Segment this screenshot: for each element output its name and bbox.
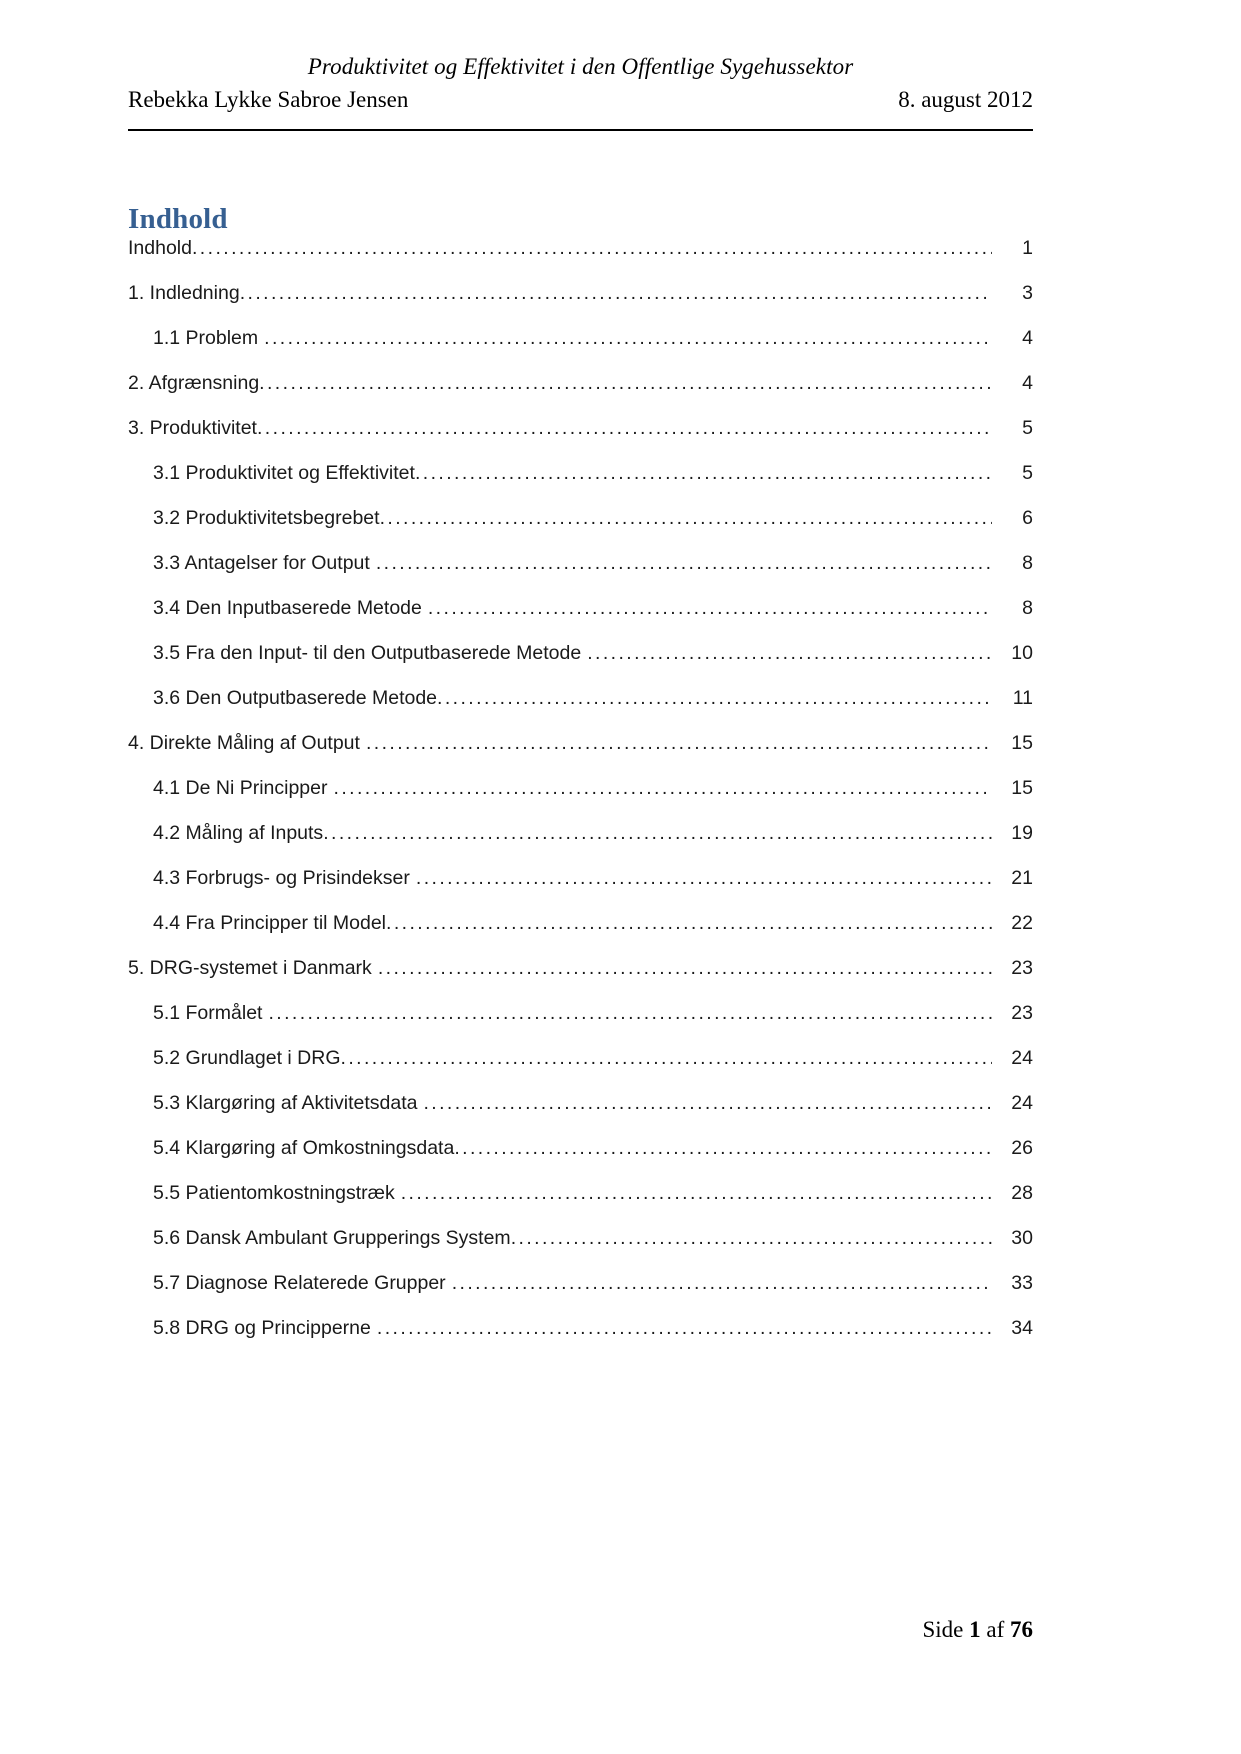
toc-entry-page-number: 4 <box>1022 372 1033 394</box>
toc-entry[interactable] <box>128 731 1033 755</box>
toc-entry[interactable] <box>128 1091 1033 1115</box>
footer-current-page: 1 <box>969 1617 981 1642</box>
toc-dot-leader <box>423 1094 992 1114</box>
footer-middle: af <box>986 1617 1005 1642</box>
toc-entry-page-number: 15 <box>1011 777 1033 799</box>
toc-entry[interactable] <box>128 1001 1033 1025</box>
toc-entry-label: 3.1 Produktivitet og Effektivitet <box>153 462 415 484</box>
toc-entry-label: 1. Indledning <box>128 282 240 304</box>
toc-dot-leader <box>366 734 992 754</box>
header-date: 8. august 2012 <box>898 87 1033 112</box>
toc-entry-label: 2. Afgrænsning <box>128 372 260 394</box>
toc-entry-label: 3.3 Antagelser for Output <box>153 552 370 574</box>
toc-dot-leader <box>264 329 992 349</box>
toc-dot-leader <box>192 239 992 259</box>
toc-dot-leader <box>377 1319 992 1339</box>
toc-entry-label: 4.4 Fra Principper til Model <box>153 912 387 934</box>
toc-entry-page-number: 19 <box>1011 822 1033 844</box>
toc-dot-leader <box>454 1139 992 1159</box>
toc-entry-page-number: 3 <box>1022 282 1033 304</box>
toc-entry[interactable] <box>128 236 1033 260</box>
toc-entry-page-number: 24 <box>1011 1092 1033 1114</box>
toc-dot-leader <box>268 1004 992 1024</box>
toc-entry[interactable] <box>128 596 1033 620</box>
toc-dot-leader <box>323 824 992 844</box>
toc-entry[interactable] <box>128 776 1033 800</box>
toc-entry-label: Indhold <box>128 237 192 259</box>
toc-entry-label: 3.5 Fra den Input- til den Outputbaserede Metode <box>153 642 582 664</box>
toc-dot-leader <box>428 599 992 619</box>
toc-entry[interactable] <box>128 461 1033 485</box>
toc-entry[interactable] <box>128 686 1033 710</box>
toc-entry[interactable] <box>128 911 1033 935</box>
toc-dot-leader <box>257 419 992 439</box>
toc-entry-page-number: 23 <box>1011 957 1033 979</box>
toc-dot-leader <box>401 1184 992 1204</box>
toc-entry-label: 5.8 DRG og Principperne <box>153 1317 371 1339</box>
toc-entry-label: 1.1 Problem <box>153 327 259 349</box>
toc-entry-page-number: 6 <box>1022 507 1033 529</box>
toc-entry[interactable] <box>128 551 1033 575</box>
toc-entry-label: 3.2 Produktivitetsbegrebet <box>153 507 380 529</box>
toc-entry-label: 3.4 Den Inputbaserede Metode <box>153 597 422 619</box>
toc-entry[interactable] <box>128 1046 1033 1070</box>
toc-entry-page-number: 21 <box>1011 867 1033 889</box>
toc-entry-page-number: 5 <box>1022 417 1033 439</box>
toc-entry-page-number: 11 <box>1012 687 1033 709</box>
toc-entry-label: 5.7 Diagnose Relaterede Grupper <box>153 1272 446 1294</box>
toc-dot-leader <box>380 509 992 529</box>
toc-entry-label: 5.5 Patientomkostningstræk <box>153 1182 395 1204</box>
toc-entry[interactable] <box>128 326 1033 350</box>
header-author-date-row <box>128 84 1033 116</box>
header-author: Rebekka Lykke Sabroe Jensen <box>128 87 409 112</box>
toc-dot-leader <box>240 284 992 304</box>
document-footer <box>128 1615 1033 1645</box>
toc-entry-page-number: 10 <box>1011 642 1033 664</box>
toc-dot-leader <box>511 1229 992 1249</box>
toc-entry-label: 5.1 Formålet <box>153 1002 263 1024</box>
toc-dot-leader <box>386 914 992 934</box>
toc-entry-page-number: 23 <box>1011 1002 1033 1024</box>
toc-entry-page-number: 15 <box>1011 732 1033 754</box>
toc-dot-leader <box>437 689 992 709</box>
toc-dot-leader <box>341 1049 992 1069</box>
document-header <box>128 52 1033 116</box>
toc-entry-label: 5.3 Klargøring af Aktivitetsdata <box>153 1092 418 1114</box>
table-of-contents <box>128 236 1033 1340</box>
footer-prefix: Side <box>922 1617 964 1642</box>
toc-entry-page-number: 4 <box>1022 327 1033 349</box>
toc-entry-label: 3.6 Den Outputbaserede Metode <box>153 687 438 709</box>
toc-entry[interactable] <box>128 371 1033 395</box>
toc-entry-page-number: 1 <box>1022 237 1033 259</box>
header-document-title: Produktivitet og Effektivitet i den Offentlige Sygehussektor <box>307 54 854 79</box>
toc-entry[interactable] <box>128 956 1033 980</box>
toc-dot-leader <box>334 779 993 799</box>
toc-entry-page-number: 33 <box>1011 1272 1033 1294</box>
toc-entry-label: 5. DRG-systemet i Danmark <box>128 957 372 979</box>
toc-entry[interactable] <box>128 1181 1033 1205</box>
toc-entry-label: 5.2 Grundlaget i DRG <box>153 1047 341 1069</box>
toc-entry[interactable] <box>128 1271 1033 1295</box>
toc-entry-label: 3. Produktivitet <box>128 417 257 439</box>
toc-entry-label: 4. Direkte Måling af Output <box>128 732 360 754</box>
toc-entry-label: 4.2 Måling af Inputs <box>153 822 324 844</box>
toc-entry-page-number: 26 <box>1011 1137 1033 1159</box>
toc-entry[interactable] <box>128 281 1033 305</box>
toc-entry-page-number: 22 <box>1011 912 1033 934</box>
toc-entry[interactable] <box>128 1316 1033 1340</box>
header-divider-rule <box>128 129 1033 131</box>
page-title: Indhold <box>128 203 228 235</box>
toc-entry[interactable] <box>128 1136 1033 1160</box>
toc-entry-label: 4.3 Forbrugs- og Prisindekser <box>153 867 410 889</box>
toc-dot-leader <box>587 644 992 664</box>
toc-entry-page-number: 28 <box>1011 1182 1033 1204</box>
toc-entry-page-number: 30 <box>1011 1227 1033 1249</box>
toc-dot-leader <box>378 959 992 979</box>
toc-entry-label: 5.6 Dansk Ambulant Grupperings System <box>153 1227 511 1249</box>
toc-entry-page-number: 8 <box>1022 597 1033 619</box>
toc-dot-leader <box>415 464 992 484</box>
toc-entry[interactable] <box>128 1226 1033 1250</box>
toc-entry-page-number: 24 <box>1011 1047 1033 1069</box>
toc-dot-leader <box>416 869 992 889</box>
toc-dot-leader <box>376 554 992 574</box>
toc-entry-page-number: 34 <box>1011 1317 1033 1339</box>
toc-dot-leader <box>452 1274 992 1294</box>
toc-entry[interactable] <box>128 506 1033 530</box>
footer-total-pages: 76 <box>1010 1617 1033 1642</box>
toc-entry[interactable] <box>128 416 1033 440</box>
toc-entry-label: 5.4 Klargøring af Omkostningsdata <box>153 1137 455 1159</box>
toc-entry-page-number: 5 <box>1022 462 1033 484</box>
toc-entry[interactable] <box>128 821 1033 845</box>
toc-entry[interactable] <box>128 866 1033 890</box>
toc-entry[interactable] <box>128 641 1033 665</box>
toc-dot-leader <box>259 374 992 394</box>
toc-entry-label: 4.1 De Ni Principper <box>153 777 328 799</box>
toc-entry-page-number: 8 <box>1022 552 1033 574</box>
